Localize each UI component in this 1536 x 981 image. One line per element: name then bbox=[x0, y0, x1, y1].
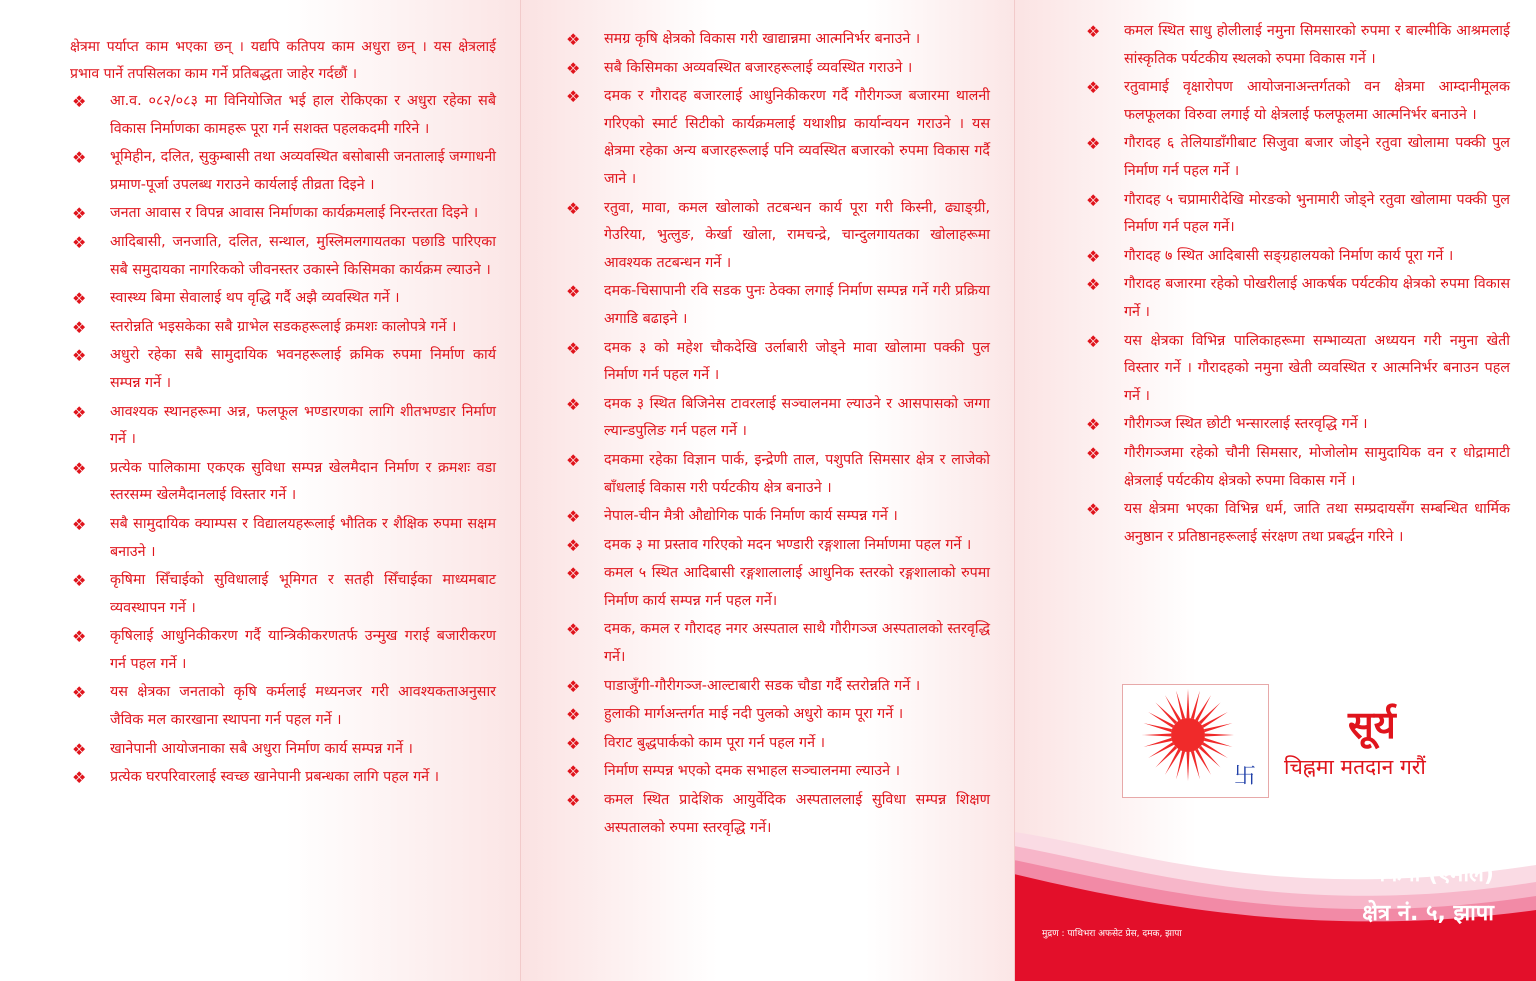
list-item bbox=[72, 736, 496, 764]
diamond-cluster-icon: ❖ bbox=[566, 450, 581, 470]
diamond-cluster-icon: ❖ bbox=[72, 232, 87, 252]
list-item bbox=[72, 764, 496, 792]
list-item-text: आवश्यक स्थानहरूमा अन्न, फलफूल भण्डारणका लागि शीतभण्डार निर्माण गर्ने । bbox=[110, 403, 496, 448]
diamond-cluster-icon: ❖ bbox=[566, 762, 581, 782]
list-item-text: विराट बुद्धपार्कको काम पूरा गर्न पहल गर्ने । bbox=[604, 734, 825, 751]
swastik-icon: 卐 bbox=[1234, 764, 1257, 789]
list-item bbox=[72, 88, 496, 143]
diamond-cluster-icon: ❖ bbox=[72, 204, 87, 224]
list-item-text: भूमिहीन, दलित, सुकुम्बासी तथा अव्यवस्थित बसोबासी जनतालाई जग्गाधनी प्रमाण-पूर्जा उपलब्ध गराउने कार्यलाई तीव्रता दिइने । bbox=[110, 149, 496, 193]
list-item bbox=[566, 335, 990, 390]
diamond-cluster-icon: ❖ bbox=[72, 683, 87, 703]
list-item bbox=[566, 83, 990, 193]
diamond-cluster-icon: ❖ bbox=[72, 402, 87, 422]
list-item-text: गौरादह ६ तेलियाडाँगीबाट सिजुवा बजार जोड्ने रतुवा खोलामा पक्की पुल निर्माण गर्न पहल गर्ने । bbox=[1124, 135, 1510, 179]
list-item bbox=[72, 511, 496, 566]
list-item-text: रतुवामाई वृक्षारोपण आयोजनाअन्तर्गतको वन क्षेत्रमा आम्दानीमूलक फलफूलका विरुवा लगाई यो क्षेत्रलाई फलफूलमा आत्मनिर्भर बनाउने । bbox=[1124, 79, 1510, 123]
list-item-text: स्तरोन्नति भइसकेका सबै ग्राभेल सडकहरूलाई क्रमशः कालोपत्रे गर्ने । bbox=[110, 318, 457, 335]
diamond-cluster-icon: ❖ bbox=[1086, 275, 1101, 295]
diamond-cluster-icon: ❖ bbox=[72, 148, 87, 168]
list-item-text: खानेपानी आयोजनाका सबै अधुरा निर्माण कार्य सम्पन्न गर्ने । bbox=[110, 740, 413, 757]
list-item bbox=[72, 229, 496, 284]
diamond-cluster-icon: ❖ bbox=[1086, 134, 1101, 154]
list-item-text: अधुरो रहेका सबै सामुदायिक भवनहरूलाई क्रमिक रुपमा निर्माण कार्य सम्पन्न गर्ने । bbox=[110, 347, 496, 391]
list-item bbox=[72, 455, 496, 510]
list-item bbox=[566, 278, 990, 333]
list-item bbox=[1086, 411, 1510, 439]
sun-ray bbox=[1199, 746, 1221, 768]
list-item bbox=[566, 503, 990, 531]
diamond-cluster-icon: ❖ bbox=[566, 564, 581, 584]
list-item-text: समग्र कृषि क्षेत्रको विकास गरी खाद्यान्नमा आत्मनिर्भर बनाउने । bbox=[604, 31, 921, 47]
fold-line bbox=[520, 0, 521, 981]
diamond-cluster-icon: ❖ bbox=[1086, 246, 1101, 266]
list-item-text: गौरीगञ्जमा रहेको चौनी सिमसार, मोजोलोम सामुदायिक वन र धोद्रामाटी क्षेत्रलाई पर्यटकीय क्षेत्रको रुपमा विकास गर्ने । bbox=[1124, 444, 1510, 489]
commitment-list-middle bbox=[566, 26, 990, 843]
list-item-text: जनता आवास र विपन्न आवास निर्माणका कार्यक्रमलाई निरन्तरता दिइने । bbox=[110, 205, 479, 222]
list-item bbox=[72, 399, 496, 454]
list-item bbox=[1086, 18, 1510, 73]
list-item-text: गौरादह ५ चप्रामारीदेखि मोरङको भुनामारी जोड्ने रतुवा खोलामा पक्की पुल निर्माण गर्न पहल गर्ने। bbox=[1124, 191, 1510, 236]
sun-ray bbox=[1199, 703, 1221, 725]
diamond-cluster-icon: ❖ bbox=[72, 317, 87, 337]
vote-subtitle: चिह्नमा मतदान गरौं bbox=[1284, 755, 1426, 779]
list-item bbox=[566, 787, 990, 842]
diamond-cluster-icon: ❖ bbox=[1086, 331, 1101, 351]
diamond-cluster-icon: ❖ bbox=[566, 535, 581, 555]
list-item bbox=[566, 673, 990, 701]
list-item-text: प्रत्येक घरपरिवारलाई स्वच्छ खानेपानी प्रबन्धका लागि पहल गर्ने । bbox=[110, 769, 440, 786]
list-item bbox=[72, 144, 496, 199]
list-item-text: रतुवा, मावा, कमल खोलाको तटबन्धन कार्य पूरा गरी किस्नी, ढ्याङ्ग्री, गेउरिया, भुत्लुङ, केर्खा खोला, रामचन्द्रे, चान्दुलगायतका खोलाहरूमा आवश्यक तटबन्धन गर्ने । bbox=[604, 199, 990, 271]
list-item-text: आ.व. ०८२/०८३ मा विनियोजित भई हाल रोकिएका र अधुरा रहेका सबै विकास निर्माणका कामहरू पूरा गर्न सशक्त पहलकदमी गरिने । bbox=[110, 93, 496, 137]
list-item bbox=[566, 532, 990, 560]
diamond-cluster-icon: ❖ bbox=[566, 87, 581, 107]
list-item bbox=[566, 26, 990, 54]
list-item-text: दमक ३ मा प्रस्ताव गरिएको मदन भण्डारी रङ्गशाला निर्माणमा पहल गर्ने । bbox=[604, 536, 972, 553]
diamond-cluster-icon: ❖ bbox=[72, 458, 87, 478]
list-item-text: कृषिमा सिँचाईको सुविधालाई भूमिगत र सतही सिँचाईका माध्यमबाट व्यवस्थापन गर्ने । bbox=[110, 572, 496, 616]
commitment-list-right bbox=[1086, 18, 1510, 552]
diamond-cluster-icon: ❖ bbox=[72, 627, 87, 647]
list-item-text: कृषिलाई आधुनिकीकरण गर्दै यान्त्रिकीकरणतर्फ उन्मुख गराई बजारीकरण गर्न पहल गर्ने । bbox=[110, 628, 496, 672]
diamond-cluster-icon: ❖ bbox=[72, 768, 87, 788]
list-item bbox=[566, 391, 990, 446]
list-item bbox=[1086, 271, 1510, 326]
diamond-cluster-icon: ❖ bbox=[72, 346, 87, 366]
sun-ray bbox=[1156, 703, 1178, 725]
fold-line bbox=[1014, 0, 1015, 981]
list-item-text: हुलाकी मार्गअन्तर्गत माई नदी पुलको अधुरो काम पूरा गर्ने । bbox=[604, 706, 904, 723]
list-item-text: आदिबासी, जनजाति, दलित, सन्थाल, मुस्लिमलगायतका पछाडि पारिएका सबै समुदायका नागरिकको जीवनस्तर उकास्ने किसिमका कार्यक्रम ल्याउने । bbox=[110, 233, 496, 278]
diamond-cluster-icon: ❖ bbox=[566, 791, 581, 811]
list-item bbox=[72, 567, 496, 622]
list-item bbox=[1086, 440, 1510, 495]
constituency-label: क्षेत्र नं. ५, झापा bbox=[1362, 901, 1494, 926]
list-item bbox=[1086, 496, 1510, 551]
diamond-cluster-icon: ❖ bbox=[72, 289, 87, 309]
diamond-cluster-icon: ❖ bbox=[566, 198, 581, 218]
list-item-text: स्वास्थ्य बिमा सेवालाई थप वृद्धि गर्दै अझै व्यवस्थित गर्ने । bbox=[110, 290, 400, 307]
panel-middle bbox=[520, 0, 1014, 981]
list-item-text: दमक र गौरादह बजारलाई आधुनिकीकरण गर्दै गौरीगञ्ज बजारमा थालनी गरिएको स्मार्ट सिटीको कार्यक्रमलाई यथाशीघ्र कार्यान्वयन गराउने । यस क्षेत्रमा रहेका अन्य बजारहरूलाई पनि व्यवस्थित बजारको रुपमा विकास गर्दै जाने । bbox=[604, 88, 990, 187]
list-item bbox=[72, 679, 496, 734]
diamond-cluster-icon: ❖ bbox=[72, 514, 87, 534]
list-item bbox=[566, 730, 990, 758]
list-item bbox=[566, 758, 990, 786]
list-item-text: गौरादह ७ स्थित आदिबासी सङ्ग्रहालयको निर्माण कार्य पूरा गर्ने । bbox=[1124, 247, 1454, 264]
sun-ray bbox=[1187, 689, 1190, 718]
list-item-text: प्रत्येक पालिकामा एकएक सुविधा सम्पन्न खेलमैदान निर्माण र क्रमशः वडा स्तरसम्म खेलमैदानलाई विस्तार गर्ने । bbox=[110, 459, 496, 504]
list-item bbox=[1086, 243, 1510, 271]
sun-ray bbox=[1205, 734, 1234, 737]
list-item bbox=[566, 55, 990, 83]
commitment-list-left bbox=[72, 88, 496, 793]
list-item bbox=[72, 623, 496, 678]
diamond-cluster-icon: ❖ bbox=[566, 733, 581, 753]
diamond-cluster-icon: ❖ bbox=[566, 394, 581, 414]
diamond-cluster-icon: ❖ bbox=[1086, 22, 1101, 41]
list-item-text: यस क्षेत्रका जनताको कृषि कर्मलाई मध्यनजर गरी आवश्यकताअनुसार जैविक मल कारखाना स्थापना गर्न पहल गर्ने । bbox=[110, 684, 496, 729]
list-item-text: दमक-चिसापानी रवि सडक पुनः ठेक्का लगाई निर्माण सम्पन्न गर्ने गरी प्रक्रिया अगाडि बढाइने । bbox=[604, 283, 990, 327]
list-item-text: दमक, कमल र गौरादह नगर अस्पताल साथै गौरीगञ्ज अस्पतालको स्तरवृद्धि गर्ने। bbox=[604, 621, 990, 666]
list-item-text: कमल स्थित प्रादेशिक आयुर्वेदिक अस्पताललाई सुविधा सम्पन्न शिक्षण अस्पतालको रुपमा स्तरवृद्धि गर्ने। bbox=[604, 792, 990, 836]
diamond-cluster-icon: ❖ bbox=[566, 30, 581, 49]
printer-credit: मुद्रण : पाथिभरा अफसेट प्रेस, दमक, झापा bbox=[1042, 929, 1182, 939]
diamond-cluster-icon: ❖ bbox=[1086, 500, 1101, 520]
list-item-text: सबै सामुदायिक क्याम्पस र विद्यालयहरूलाई भौतिक र शैक्षिक रुपमा सक्षम बनाउने । bbox=[110, 515, 496, 560]
party-name: नेकपा (एमाले) bbox=[1372, 862, 1494, 887]
diamond-cluster-icon: ❖ bbox=[72, 92, 87, 111]
diamond-cluster-icon: ❖ bbox=[1086, 190, 1101, 210]
list-item-text: गौरीगञ्ज स्थित छोटी भन्सारलाई स्तरवृद्धि गर्ने । bbox=[1124, 416, 1368, 433]
sun-ray bbox=[1142, 734, 1171, 737]
diamond-cluster-icon: ❖ bbox=[566, 338, 581, 358]
list-item-text: निर्माण सम्पन्न भएको दमक सभाहल सञ्चालनमा ल्याउने । bbox=[604, 763, 901, 780]
panel-left bbox=[0, 0, 520, 981]
sun-ray bbox=[1156, 746, 1178, 768]
intro-text: क्षेत्रमा पर्याप्त काम भएका छन् । यद्यपि कतिपय काम अधुरा छन् । यस क्षेत्रलाई प्रभाव पार्ने तपसिलका काम गर्ने प्रतिबद्धता जाहेर गर्दछौं । bbox=[70, 39, 496, 82]
diamond-cluster-icon: ❖ bbox=[72, 739, 87, 759]
list-item-text: सबै किसिमका अव्यवस्थित बजारहरूलाई व्यवस्थित गराउने । bbox=[604, 59, 913, 76]
list-item bbox=[72, 285, 496, 313]
list-item bbox=[72, 314, 496, 342]
list-item bbox=[72, 342, 496, 397]
diamond-cluster-icon: ❖ bbox=[566, 676, 581, 696]
list-item-text: कमल ५ स्थित आदिबासी रङ्गशालालाई आधुनिक स्तरको रङ्गशालाको रुपमा निर्माण कार्य सम्पन्न गर्न पहल गर्ने। bbox=[604, 565, 990, 609]
diamond-cluster-icon: ❖ bbox=[566, 507, 581, 527]
panel-right bbox=[1014, 0, 1536, 981]
diamond-cluster-icon: ❖ bbox=[72, 571, 87, 591]
list-item bbox=[1086, 187, 1510, 242]
list-item-text: यस क्षेत्रमा भएका विभिन्न धर्म, जाति तथा सम्प्रदायसँग सम्बन्धित धार्मिक अनुष्ठान र प्रतिष्ठानहरूलाई संरक्षण तथा प्रबर्द्धन गरिने । bbox=[1124, 501, 1510, 545]
diamond-cluster-icon: ❖ bbox=[1086, 78, 1101, 98]
list-item bbox=[1086, 328, 1510, 411]
list-item-text: नेपाल-चीन मैत्री औद्योगिक पार्क निर्माण कार्य सम्पन्न गर्ने । bbox=[604, 508, 898, 525]
diamond-cluster-icon: ❖ bbox=[566, 58, 581, 78]
diamond-cluster-icon: ❖ bbox=[566, 620, 581, 640]
sun-logo-box bbox=[1122, 684, 1269, 798]
diamond-cluster-icon: ❖ bbox=[1086, 443, 1101, 463]
diamond-cluster-icon: ❖ bbox=[566, 282, 581, 302]
list-item-text: दमक ३ को महेश चौकदेखि उर्लाबारी जोड्ने मावा खोलामा पक्की पुल निर्माण गर्न पहल गर्ने । bbox=[604, 339, 990, 384]
diamond-cluster-icon: ❖ bbox=[566, 705, 581, 725]
sun-ray bbox=[1187, 752, 1190, 781]
list-item-text: पाडाजुँगी-गौरीगञ्ज-आल्टाबारी सडक चौडा गर्दै स्तरोन्नति गर्ने । bbox=[604, 677, 921, 694]
list-item bbox=[1086, 74, 1510, 129]
list-item bbox=[566, 195, 990, 278]
list-item-text: कमल स्थित साधु होलीलाई नमुना सिमसारको रुपमा र बाल्मीकि आश्रमलाई सांस्कृतिक पर्यटकीय स्थलको रुपमा विकास गर्ने । bbox=[1124, 23, 1510, 67]
list-item-text: दमक ३ स्थित बिजिनेस टावरलाई सञ्चालनमा ल्याउने र आसपासको जग्गा ल्यान्डपुलिङ गर्न पहल गर्ने । bbox=[604, 395, 990, 440]
list-item bbox=[72, 200, 496, 228]
list-item-text: यस क्षेत्रका विभिन्न पालिकाहरूमा सम्भाव्यता अध्ययन गरी नमुना खेती विस्तार गर्ने । गौरादहको नमुना खेती व्यवस्थित र आत्मनिर्भर बनाउन पहल गर्ने । bbox=[1124, 332, 1510, 404]
list-item bbox=[566, 616, 990, 671]
diamond-cluster-icon: ❖ bbox=[1086, 415, 1101, 435]
list-item bbox=[566, 560, 990, 615]
list-item bbox=[566, 701, 990, 729]
vote-symbol-title: सूर्य bbox=[1348, 703, 1396, 747]
list-item-text: दमकमा रहेका विज्ञान पार्क, इन्द्रेणी ताल, पशुपति सिमसार क्षेत्र र लाजेको बाँधलाई विकास गरी पर्यटकीय क्षेत्र बनाउने । bbox=[604, 451, 990, 496]
list-item-text: गौरादह बजारमा रहेको पोखरीलाई आकर्षक पर्यटकीय क्षेत्रको रुपमा विकास गर्ने । bbox=[1124, 276, 1510, 320]
list-item bbox=[566, 447, 990, 502]
list-item bbox=[1086, 130, 1510, 185]
